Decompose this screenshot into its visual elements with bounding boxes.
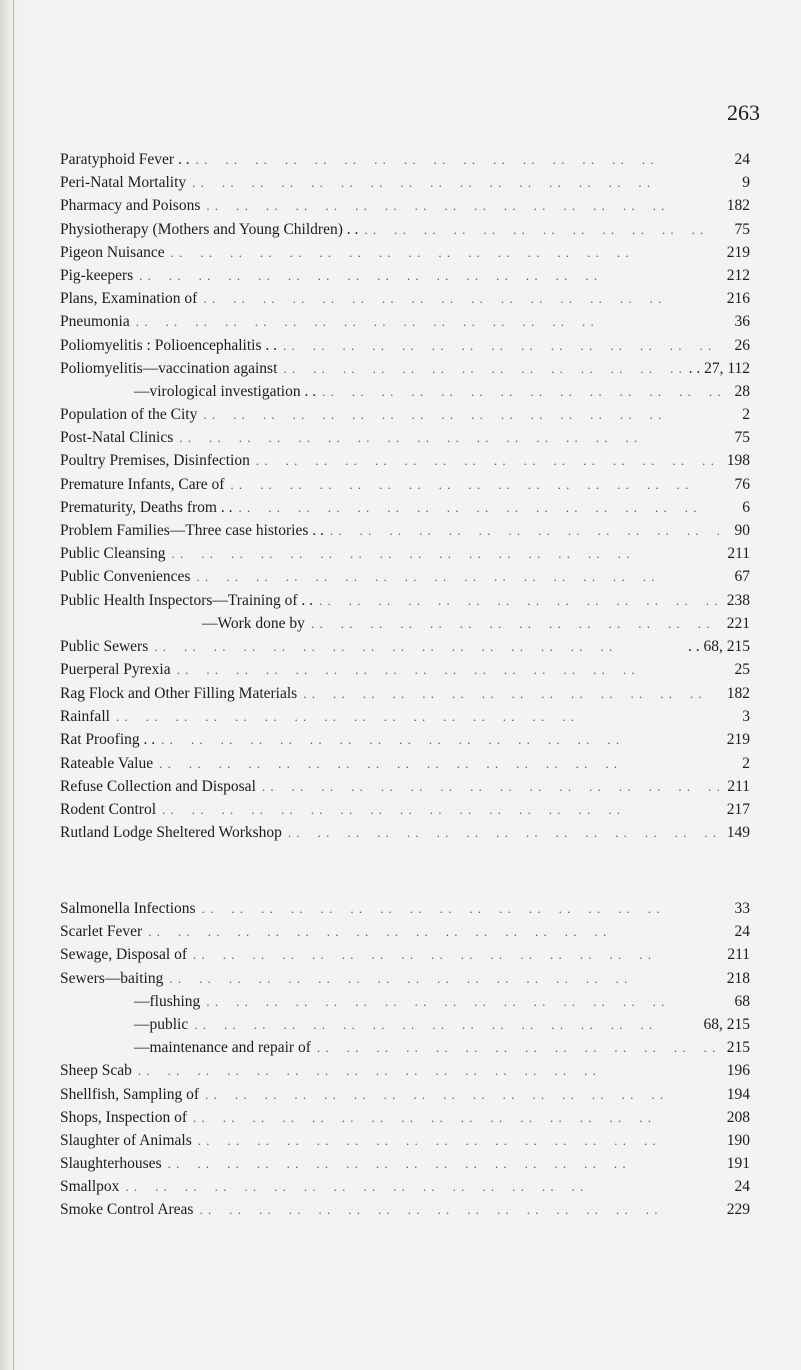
index-entry <box>60 1132 750 1155</box>
index-entry <box>60 1178 750 1201</box>
index-entry-label: Refuse Collection and Disposal <box>60 777 256 795</box>
index-entry-label: —Work done by <box>202 614 305 632</box>
index-entry-pages: 24 <box>734 923 750 941</box>
index-entry <box>60 685 750 708</box>
index-entry-pages: 238 <box>726 591 750 609</box>
leader-dots <box>196 901 720 917</box>
index-entry-pages: 190 <box>726 1131 750 1149</box>
index-entry-pages: . . 27, 112 <box>688 359 750 377</box>
leader-dots <box>199 1087 720 1103</box>
leader-dots <box>110 709 720 725</box>
index-entry <box>60 1201 750 1224</box>
leader-dots <box>316 384 720 400</box>
index-entry-label: Public Sewers <box>60 637 149 655</box>
index-entry <box>60 499 750 522</box>
index-entry-pages: 216 <box>726 290 750 308</box>
page-spine-shadow <box>0 0 30 1370</box>
index-entry-label: Post-Natal Clinics <box>60 429 174 447</box>
index-entry <box>60 1016 750 1039</box>
index-entry-label: —maintenance and repair of <box>134 1039 311 1057</box>
index-entry-pages: 215 <box>726 1039 750 1057</box>
index-entry-pages: 67 <box>734 568 750 586</box>
index-entry-label: —flushing <box>134 992 201 1010</box>
index-entry-pages: 2 <box>742 754 750 772</box>
index-entry <box>60 731 750 754</box>
index-entry-pages: 217 <box>726 800 750 818</box>
index-entry <box>60 824 750 847</box>
index-entry-label: Prematurity, Deaths from . . <box>60 498 233 516</box>
index-entry <box>60 638 750 661</box>
index-entry-pages: 24 <box>734 151 750 168</box>
index-entry-label: Scarlet Fever <box>60 923 143 941</box>
index-entry-pages: 76 <box>734 475 750 493</box>
index-entry-pages: 75 <box>734 429 750 447</box>
index-entry <box>60 267 750 290</box>
leader-dots <box>148 639 688 655</box>
index-entry-pages: 221 <box>726 614 750 632</box>
index-entry <box>60 755 750 778</box>
index-entry <box>60 615 750 638</box>
index-entry <box>60 778 750 801</box>
index-entry <box>60 993 750 1016</box>
leader-dots <box>133 268 720 284</box>
index-entry-label: Slaughterhouses <box>60 1155 162 1173</box>
leader-dots <box>200 994 720 1010</box>
index-entry <box>60 337 750 360</box>
leader-dots <box>224 477 720 493</box>
index-entry-pages: 182 <box>726 197 750 215</box>
leader-dots <box>130 314 720 330</box>
index-entry <box>60 313 750 336</box>
index-entry-pages: 182 <box>726 685 750 702</box>
index-entry-label: Rainfall <box>60 708 110 726</box>
leader-dots <box>155 732 720 748</box>
index-entry <box>60 383 750 406</box>
leader-dots <box>197 291 720 307</box>
index-entry-label: Pneumonia <box>60 313 130 331</box>
index-entry <box>60 1109 750 1132</box>
index-entry-pages: 229 <box>726 1201 750 1219</box>
index-entry-pages: 75 <box>734 220 750 238</box>
index-entry <box>60 1155 750 1178</box>
index-entry-pages: 219 <box>726 731 750 749</box>
index-section-p <box>60 151 750 684</box>
index-entry-label: Rateable Value <box>60 754 154 772</box>
index-entry <box>60 197 750 220</box>
index-entry-pages: 68 <box>734 992 750 1010</box>
index-entry-label: Shops, Inspection of <box>60 1108 188 1126</box>
index-entry-label: Poliomyelitis : Polioencephalitis . . <box>60 336 277 354</box>
index-entry-label: Rodent Control <box>60 800 157 818</box>
index-entry-pages: 212 <box>726 266 750 284</box>
index-entry-pages: 218 <box>726 969 750 987</box>
leader-dots <box>197 407 720 423</box>
index-entry <box>60 900 750 923</box>
leader-dots <box>324 523 720 539</box>
index-entry-pages: 208 <box>726 1108 750 1126</box>
index-entry-label: Salmonella Infections <box>60 900 196 917</box>
leader-dots <box>187 947 720 963</box>
index-entry <box>60 1086 750 1109</box>
index-entry-label: Pig-keepers <box>60 266 134 284</box>
index-entry-label: Paratyphoid Fever . . <box>60 151 190 168</box>
index-entry-label: Pharmacy and Poisons <box>60 197 201 215</box>
leader-dots <box>153 756 720 772</box>
index-entry-label: Rutland Lodge Sheltered Workshop <box>60 824 282 842</box>
leader-dots <box>171 662 720 678</box>
index-entry-label: Shellfish, Sampling of <box>60 1085 200 1103</box>
index-entry <box>60 970 750 993</box>
index-entry-pages: 198 <box>726 452 750 470</box>
leader-dots <box>282 825 720 841</box>
index-entry-pages: 90 <box>734 522 750 539</box>
index-entry-label: Public Conveniences <box>60 568 191 586</box>
index-entry <box>60 923 750 946</box>
index-entry-pages: 33 <box>734 900 750 917</box>
leader-dots <box>165 546 720 562</box>
leader-dots <box>250 453 720 469</box>
index-entry-label: Sheep Scab <box>60 1062 132 1080</box>
index-entry <box>60 1039 750 1062</box>
index-entry-pages: 211 <box>727 946 750 964</box>
index-entry-pages: 211 <box>727 545 750 563</box>
leader-dots <box>297 686 720 702</box>
leader-dots <box>256 779 720 795</box>
index-entry <box>60 476 750 499</box>
index-entry <box>60 545 750 568</box>
index-entry-pages: 28 <box>734 382 750 400</box>
leader-dots <box>193 1202 720 1218</box>
leader-dots <box>162 1156 720 1172</box>
index-entry-pages: 9 <box>742 174 750 192</box>
index-entry <box>60 661 750 684</box>
index-entry <box>60 151 750 174</box>
index-entry-label: Public Cleansing <box>60 545 166 563</box>
index-entry <box>60 290 750 313</box>
leader-dots <box>305 616 720 632</box>
index-entry-pages: 26 <box>734 336 750 354</box>
index-entry <box>60 568 750 591</box>
index-entry <box>60 360 750 383</box>
index-entry-label: Smoke Control Areas <box>60 1201 194 1219</box>
index-entry <box>60 708 750 731</box>
index-section-s <box>60 900 750 1225</box>
leader-dots <box>277 361 688 377</box>
index-entry-label: Slaughter of Animals <box>60 1131 192 1149</box>
page-number: 263 <box>727 100 760 125</box>
index-entry <box>60 429 750 452</box>
index-entry-label: Puerperal Pyrexia <box>60 661 171 679</box>
index-entry-label: —virological investigation . . <box>134 382 317 400</box>
index-entry-pages: 6 <box>742 498 750 516</box>
index-entry-pages: 68, 215 <box>703 1015 750 1033</box>
index-entry-label: Premature Infants, Care of <box>60 475 225 493</box>
index-entry-pages: 2 <box>742 406 750 424</box>
index-entry-pages: 25 <box>734 661 750 679</box>
index-entry <box>60 244 750 267</box>
index-entry-label: Physiotherapy (Mothers and Young Children) . . <box>60 220 359 238</box>
index-entry-label: Sewage, Disposal of <box>60 946 187 964</box>
index-entry <box>60 946 750 969</box>
leader-dots <box>132 1063 720 1079</box>
leader-dots <box>311 1040 720 1056</box>
index-entry-label: Population of the City <box>60 406 198 424</box>
index-entry-pages: 219 <box>726 243 750 261</box>
leader-dots <box>163 971 720 987</box>
index-entry-pages: 149 <box>726 824 750 842</box>
index-entry <box>60 406 750 429</box>
index-entry-label: Problem Families—Three case histories . . <box>60 522 324 539</box>
leader-dots <box>200 198 720 214</box>
index-entry-pages: 24 <box>734 1178 750 1196</box>
index-entry-pages: 194 <box>726 1085 750 1103</box>
page-spine-line <box>13 0 14 1370</box>
index-entry-label: Peri-Natal Mortality <box>60 174 187 192</box>
index-entry-pages: . . 68, 215 <box>688 637 750 655</box>
index-entry-pages: 191 <box>726 1155 750 1173</box>
leader-dots <box>119 1179 720 1195</box>
index-entry-pages: 196 <box>726 1062 750 1080</box>
leader-dots <box>277 338 720 354</box>
leader-dots <box>190 569 720 585</box>
leader-dots <box>186 175 720 191</box>
leader-dots <box>192 1133 720 1149</box>
index-entry <box>60 174 750 197</box>
leader-dots <box>142 924 720 940</box>
index-entry-label: —public <box>134 1015 189 1033</box>
index-entry-label: Smallpox <box>60 1178 120 1196</box>
leader-dots <box>190 152 720 168</box>
index-entry <box>60 452 750 475</box>
index-section-r <box>60 685 750 847</box>
index-entry-pages: 211 <box>727 777 750 795</box>
index-entry <box>60 1062 750 1085</box>
index-entry <box>60 221 750 244</box>
leader-dots <box>232 500 720 516</box>
index-entry <box>60 592 750 615</box>
index-entry-label: Sewers—baiting <box>60 969 164 987</box>
leader-dots <box>173 430 720 446</box>
index-entry-label: Plans, Examination of <box>60 290 198 308</box>
index-entry-label: Rat Proofing . . <box>60 731 156 749</box>
leader-dots <box>188 1017 703 1033</box>
index-entry-label: Rag Flock and Other Filling Materials <box>60 685 298 702</box>
index-entry-label: Public Health Inspectors—Training of . . <box>60 591 313 609</box>
index-entry <box>60 522 750 545</box>
leader-dots <box>156 802 720 818</box>
leader-dots <box>313 593 720 609</box>
leader-dots <box>165 245 720 261</box>
index-entry-pages: 3 <box>742 708 750 726</box>
index-entry <box>60 801 750 824</box>
index-entry-label: Poultry Premises, Disinfection <box>60 452 250 470</box>
leader-dots <box>187 1110 720 1126</box>
leader-dots <box>358 222 720 238</box>
index-entry-label: Poliomyelitis—vaccination against <box>60 359 278 377</box>
index-entry-label: Pigeon Nuisance <box>60 243 165 261</box>
index-entry-pages: 36 <box>734 313 750 331</box>
